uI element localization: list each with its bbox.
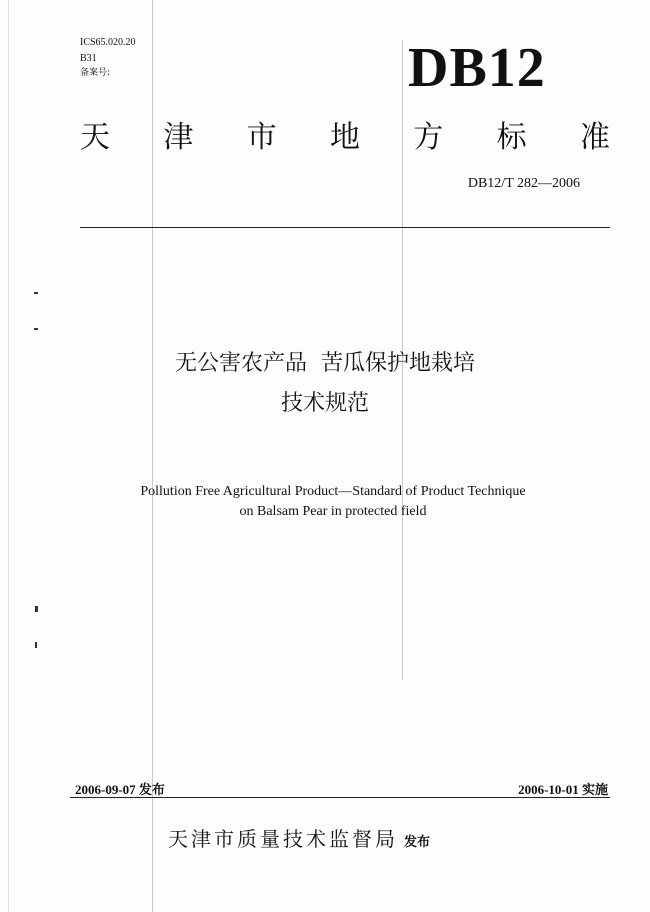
scan-speck (34, 328, 38, 330)
banner-char: 天 (80, 120, 110, 155)
banner-char: 地 (329, 120, 360, 155)
record-number-label: 备案号: (80, 68, 111, 78)
standard-number: DB12/T 282—2006 (467, 176, 580, 191)
banner-char: 标 (496, 120, 527, 155)
ics-code: ICS65.020.20 (80, 37, 136, 48)
english-title-line2: on Balsam Pear in protected field (239, 504, 427, 519)
banner-char: 准 (579, 120, 610, 155)
ccs-code: B31 (80, 53, 97, 64)
standard-type-banner (80, 120, 610, 155)
standard-brand-code: DB12 (408, 37, 546, 99)
chinese-title-line2: 技术规范 (280, 391, 369, 416)
publish-date: 2006-09-07 发布 (75, 782, 165, 797)
effective-date: 2006-10-01 实施 (518, 782, 608, 797)
scan-speck (35, 606, 38, 612)
header-divider (80, 227, 610, 228)
english-title-line1: Pollution Free Agricultural Product—Standard of Product Technique (140, 484, 526, 499)
banner-char: 津 (163, 120, 194, 155)
scan-speck (35, 642, 37, 648)
banner-char: 方 (413, 120, 444, 155)
scan-line (8, 0, 9, 912)
scan-speck (34, 292, 38, 294)
footer-divider (70, 797, 610, 798)
chinese-title-line1: 无公害农产品 苦瓜保护地栽培 (175, 351, 475, 376)
banner-char: 市 (246, 120, 277, 155)
issuing-authority (168, 823, 430, 852)
issuer-name: 天津市质量技术监督局 (168, 827, 398, 851)
issuer-action: 发布 (404, 835, 431, 850)
